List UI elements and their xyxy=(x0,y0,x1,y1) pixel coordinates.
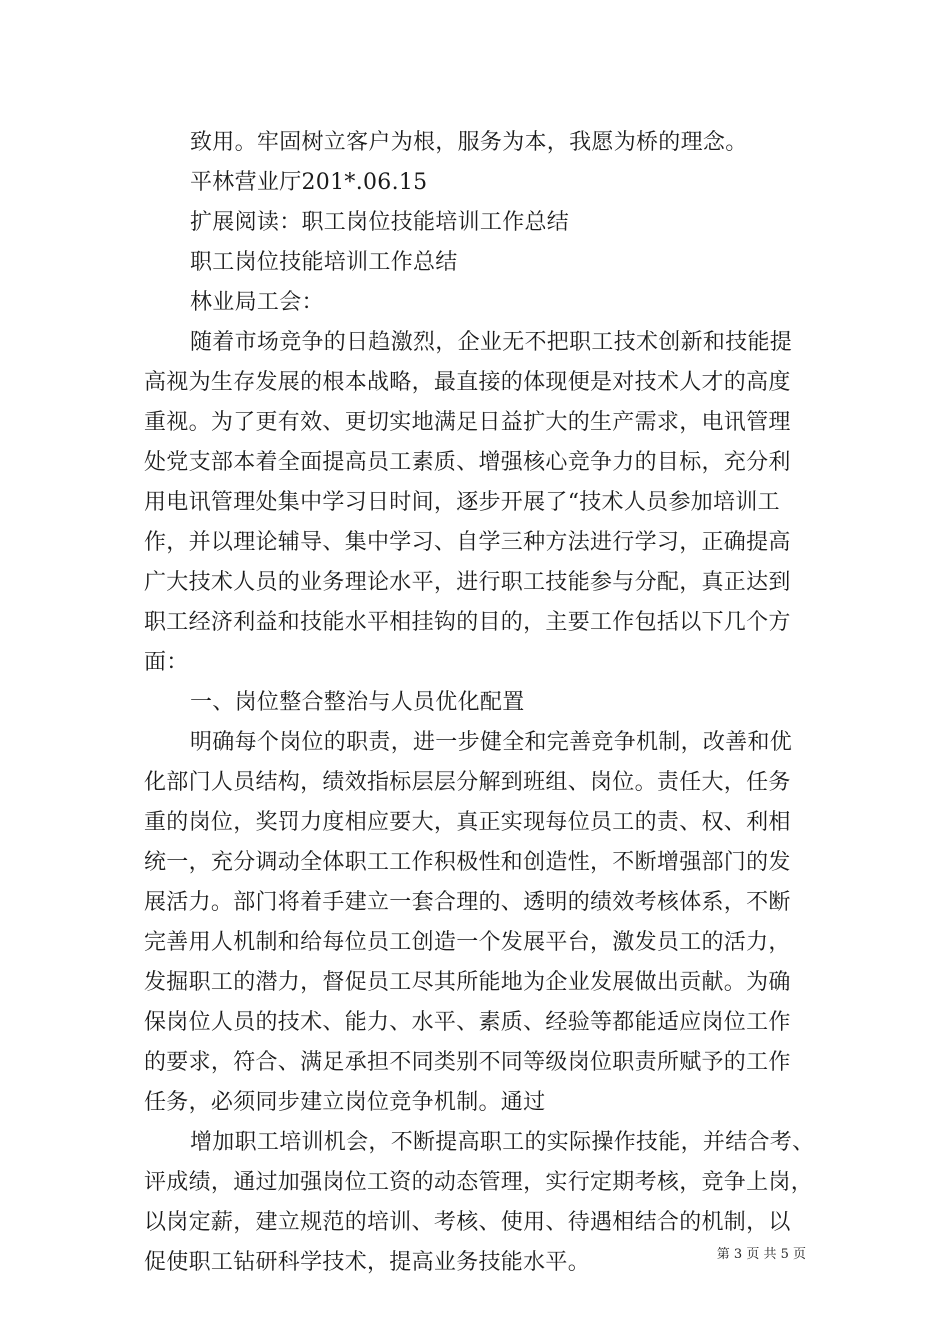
text-line-26: 增加职工培训机会，不断提高职工的实际操作技能，并结合考、 xyxy=(190,1130,815,1155)
document-body xyxy=(144,123,815,1283)
text-line-23: 保岗位人员的技术、能力、水平、素质、经验等都能适应岗位工作 xyxy=(144,1010,791,1035)
section-title: 职工岗位技能培训工作总结 xyxy=(190,250,458,275)
text-line-7: 高视为生存发展的根本战略，最直接的体现便是对技术人才的高度 xyxy=(144,370,791,395)
text-line-18: 重的岗位，奖罚力度相应要大，真正实现每位员工的责、权、利相 xyxy=(144,810,791,835)
text-line-17: 化部门人员结构，绩效指标层层分解到班组、岗位。责任大，任务 xyxy=(144,770,791,795)
text-line-24: 的要求，符合、满足承担不同类别不同等级岗位职责所赋予的工作 xyxy=(144,1050,791,1075)
text-line-29: 促使职工钻研科学技术，提高业务技能水平。 xyxy=(144,1250,591,1275)
text-line-10: 用电讯管理处集中学习日时间，逐步开展了“技术人员参加培训工 xyxy=(144,490,780,515)
text-line-28: 以岗定薪，建立规范的培训、考核、使用、待遇相结合的机制，以 xyxy=(144,1210,791,1235)
text-line-1: 致用。牢固树立客户为根，服务为本，我愿为桥的理念。 xyxy=(190,130,748,155)
text-line-14: 面： xyxy=(144,650,189,675)
text-line-11: 作，并以理论辅导、集中学习、自学三种方法进行学习，正确提高 xyxy=(144,530,791,555)
text-line-19: 统一，充分调动全体职工工作积极性和创造性，不断增强部门的发 xyxy=(144,850,791,875)
subsection-heading: 一、岗位整合整治与人员优化配置 xyxy=(190,690,525,715)
text-line-27: 评成绩，通过加强岗位工资的动态管理，实行定期考核，竞争上岗， xyxy=(144,1170,814,1195)
text-line-16: 明确每个岗位的职责，进一步健全和完善竞争机制，改善和优 xyxy=(190,730,793,755)
text-line-25: 任务，必须同步建立岗位竞争机制。通过 xyxy=(144,1090,546,1115)
salutation: 林业局工会： xyxy=(190,290,324,315)
text-line-6: 随着市场竞争的日趋激烈，企业无不把职工技术创新和技能提 xyxy=(190,330,793,355)
text-line-13: 职工经济利益和技能水平相挂钩的目的，主要工作包括以下几个方 xyxy=(144,610,791,635)
text-line-20: 展活力。部门将着手建立一套合理的、透明的绩效考核体系，不断 xyxy=(144,890,791,915)
page-number: 第 3 页 共 5 页 xyxy=(716,1247,806,1262)
text-line-9: 处党支部本着全面提高员工素质、增强核心竞争力的目标，充分利 xyxy=(144,450,791,475)
text-line-8: 重视。为了更有效、更切实地满足日益扩大的生产需求，电讯管理 xyxy=(144,410,791,435)
text-line-12: 广大技术人员的业务理论水平，进行职工技能参与分配，真正达到 xyxy=(144,570,791,595)
text-line-21: 完善用人机制和给每位员工创造一个发展平台，激发员工的活力， xyxy=(144,930,791,955)
text-line-22: 发掘职工的潜力，督促员工尽其所能地为企业发展做出贡献。为确 xyxy=(144,970,791,995)
text-line-2: 平林营业厅201*.06.15 xyxy=(190,170,428,195)
text-line-3: 扩展阅读：职工岗位技能培训工作总结 xyxy=(190,210,570,235)
